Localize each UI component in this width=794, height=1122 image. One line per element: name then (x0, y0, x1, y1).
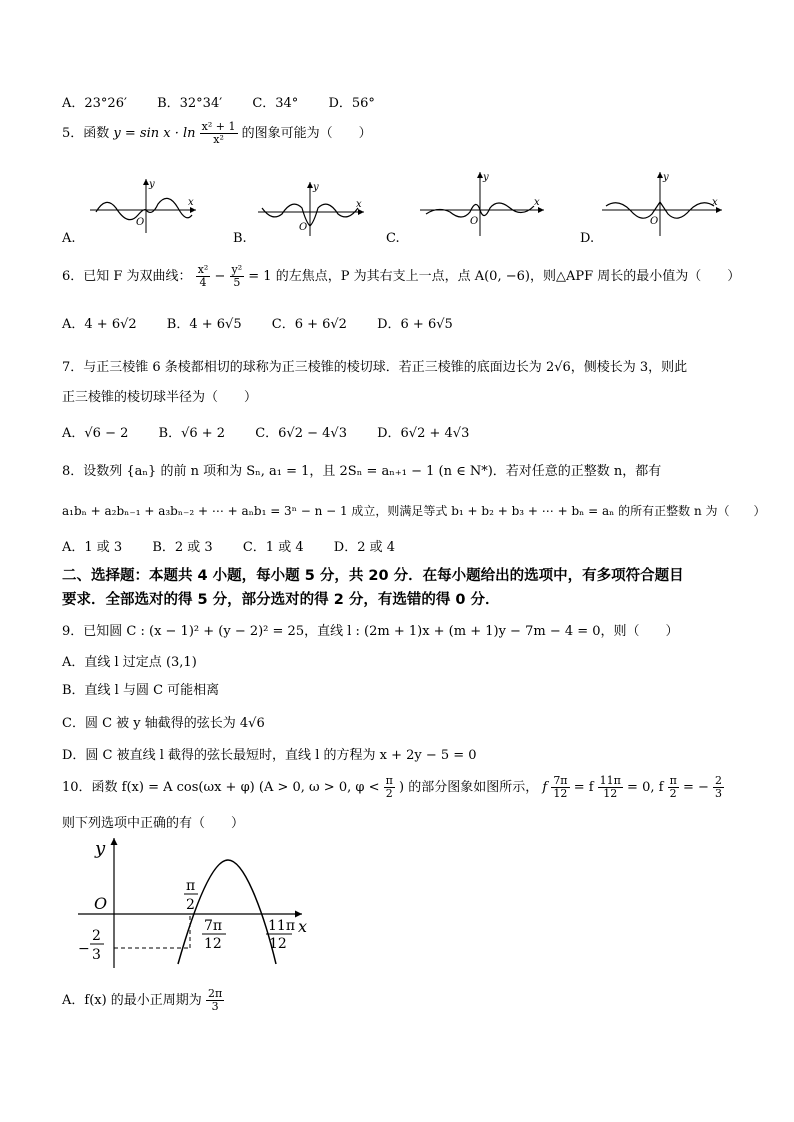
q6-option-a: A．4 + 6√2 (62, 317, 137, 332)
q10-v-den1: 12 (553, 787, 568, 800)
q5-graph-d-x: x (712, 197, 718, 208)
q10-cond-den: 2 (385, 787, 393, 800)
q10-v-den3: 2 (669, 787, 677, 800)
q7-option-b: B．√6 + 2 (158, 426, 226, 441)
q6-option-b: B．4 + 6√5 (166, 317, 242, 332)
q5-formula: y = sin x · ln (113, 126, 196, 141)
q6-option-d: D．6 + 6√5 (377, 317, 453, 332)
q9-option-b: B．直线 l 与圆 C 可能相离 (62, 683, 220, 698)
q6-f1-den: 4 (199, 276, 207, 289)
q6-f2-num: y² (231, 263, 243, 276)
q8-option-b: B．2 或 3 (152, 540, 213, 555)
q5-graph-a-x: x (188, 197, 194, 208)
q9-stem: 9．已知圆 C : (x − 1)² + (y − 2)² = 25，直线 l : (2m + 1)x + (m + 1)y − 7m − 4 = 0，则（ ） (62, 624, 679, 639)
q7-line1: 7．与正三棱锥 6 条棱都相切的球称为正三棱锥的棱切球．若正三棱锥的底面边长为 2√6，侧棱长为 3，则此 (62, 360, 688, 375)
q6-frac-1 (196, 264, 211, 289)
q10-graph-a-num: 7π (204, 918, 223, 934)
q6-option-c: C．6 + 6√2 (271, 317, 347, 332)
q5-stem-a: 5．函数 (62, 126, 110, 141)
q10-cond-frac (384, 775, 395, 800)
q10-stem-b: ) 的部分图象如图所示， (399, 780, 539, 795)
q10-neg-num: 2 (715, 774, 722, 787)
q10-graph-o: O (94, 894, 108, 913)
q6-frac-2 (230, 264, 245, 289)
q10-graph-y-num: 2 (92, 928, 101, 944)
q10-option-a-den: 3 (211, 1000, 219, 1013)
q5-graph-c (418, 168, 548, 238)
q10-graph-b-den: 12 (269, 936, 287, 952)
q10-neg-den: 3 (715, 787, 722, 800)
q9-option-a: A．直线 l 过定点 (3,1) (62, 655, 197, 670)
q5-stem-b: 的图象可能为（ ） (241, 126, 372, 141)
q10-option-a-frac (206, 988, 224, 1013)
q5-graph-d-o: O (650, 216, 659, 227)
q10-option-a-text: A．f(x) 的最小正周期为 (62, 993, 202, 1008)
q10-val1: f (542, 780, 548, 795)
q5-graph-c-y: y (483, 172, 489, 183)
q10-graph-neg: − (78, 941, 90, 957)
q5-graph-a-y: y (149, 179, 155, 190)
q4-option-d: D．56° (328, 96, 375, 111)
q4-option-b: B．32°34′ (157, 96, 223, 111)
q8-option-a: A．1 或 3 (62, 540, 123, 555)
q10-v-num3: π (669, 774, 677, 787)
q6-stem (62, 264, 740, 289)
q10-eq-end: = − (682, 780, 709, 795)
q5-graph-c-x: x (534, 197, 540, 208)
q6-part2: = 1 的左焦点，P 为其右支上一点，点 A(0, −6)，则△APF 周长的最小值为（ ） (248, 269, 741, 284)
q5-graph-b-x: x (356, 199, 362, 210)
q10-graph-y: y (95, 838, 106, 859)
q6-options (62, 313, 479, 332)
q10-cond-num: π (385, 774, 393, 787)
q8-options (62, 536, 421, 555)
q8-line2: a₁bₙ + a₂bₙ₋₁ + a₃bₙ₋₂ + ⋯ + aₙb₁ = 3ⁿ − n − 1 成立，则满足等式 b₁ + b₂ + b₃ + ⋯ + bₙ = aₙ 的所有正整数 n 为（ ） (62, 504, 766, 518)
q10-graph-a-den: 12 (204, 936, 222, 952)
q8-line1: 8．设数列 {aₙ} 的前 n 项和为 Sₙ, a₁ = 1，且 2Sₙ = aₙ₊₁ − 1 (n ∈ N*)．若对任意的正整数 n，都有 (62, 464, 662, 479)
q10-v-den2: 12 (603, 787, 618, 800)
q6-f2-den: 5 (233, 276, 241, 289)
q8-option-c: C．1 或 4 (242, 540, 304, 555)
q5-graph-d-y: y (663, 172, 669, 183)
q5-graph-a (88, 175, 200, 235)
q10-graph-b-num: 11π (268, 918, 296, 934)
q10-graph-pi-num: π (186, 878, 196, 894)
q7-option-d: D．6√2 + 4√3 (377, 426, 470, 441)
q9-option-c: C．圆 C 被 y 轴截得的弦长为 4√6 (62, 716, 265, 731)
q5-graph-b (256, 178, 368, 238)
q6-f1-num: x² (197, 263, 209, 276)
q10-cond: (A > 0, ω > 0, φ < (258, 780, 380, 795)
q5-label-b: B. (233, 231, 247, 246)
q5-graph-a-o: O (136, 217, 145, 228)
q10-graph-x: x (298, 917, 308, 936)
q7-line2: 正三棱锥的棱切球半径为（ ） (62, 390, 258, 405)
q7-options (62, 422, 495, 441)
q5-graph-d (600, 168, 726, 238)
q10-stem (62, 775, 724, 800)
q7-option-c: C．6√2 − 4√3 (255, 426, 347, 441)
q5-fraction (200, 121, 238, 146)
q10-stem-a: 10．函数 f(x) = A cos(ωx + φ) (62, 780, 255, 795)
q5-graph-b-y: y (313, 182, 319, 193)
q5-frac-den: x² (213, 133, 224, 146)
q5-label-c: C. (386, 231, 400, 246)
q4-options (62, 92, 401, 111)
q5-graph-b-o: O (299, 222, 308, 233)
section2-heading-line1: 二、选择题：本题共 4 小题，每小题 5 分，共 20 分．在每小题给出的选项中，有多项符合题目 (62, 568, 684, 584)
q9-option-d: D．圆 C 被直线 l 截得的弦长最短时，直线 l 的方程为 x + 2y − 5 = 0 (62, 748, 477, 763)
q10-frac-3 (668, 775, 679, 800)
q10-frac-2 (598, 775, 623, 800)
q5-label-d: D. (580, 231, 595, 246)
q10-eq-zero: = 0, f (627, 780, 664, 795)
q10-v-num2: 11π (599, 774, 621, 787)
q5-label-a: A. (62, 231, 76, 246)
q5-graph-c-o: O (470, 216, 479, 227)
q10-option-a-num: 2π (207, 987, 223, 1000)
q10-graph-pi-den: 2 (186, 897, 195, 913)
q10-graph (70, 832, 320, 972)
q5-frac-num: x² + 1 (201, 120, 236, 133)
q6-minus: − (214, 269, 226, 284)
q10-frac-1 (551, 775, 569, 800)
q10-graph-y-den: 3 (92, 947, 101, 963)
q4-option-a: A．23°26′ (62, 96, 127, 111)
q5-stem (62, 121, 372, 146)
q10-line2: 则下列选项中正确的有（ ） (62, 816, 245, 831)
section2-heading-line2: 要求．全部选对的得 5 分，部分选对的得 2 分，有选错的得 0 分． (62, 592, 500, 608)
q10-v-num1: 7π (553, 774, 568, 787)
q10-frac-neg (713, 775, 724, 800)
q7-option-a: A．√6 − 2 (62, 426, 129, 441)
q4-option-c: C．34° (252, 96, 299, 111)
q8-option-d: D．2 或 4 (333, 540, 395, 555)
q10-option-a (62, 988, 224, 1013)
q6-part1: 6．已知 F 为双曲线： (62, 269, 192, 284)
q10-eq-mid: = f (573, 780, 594, 795)
